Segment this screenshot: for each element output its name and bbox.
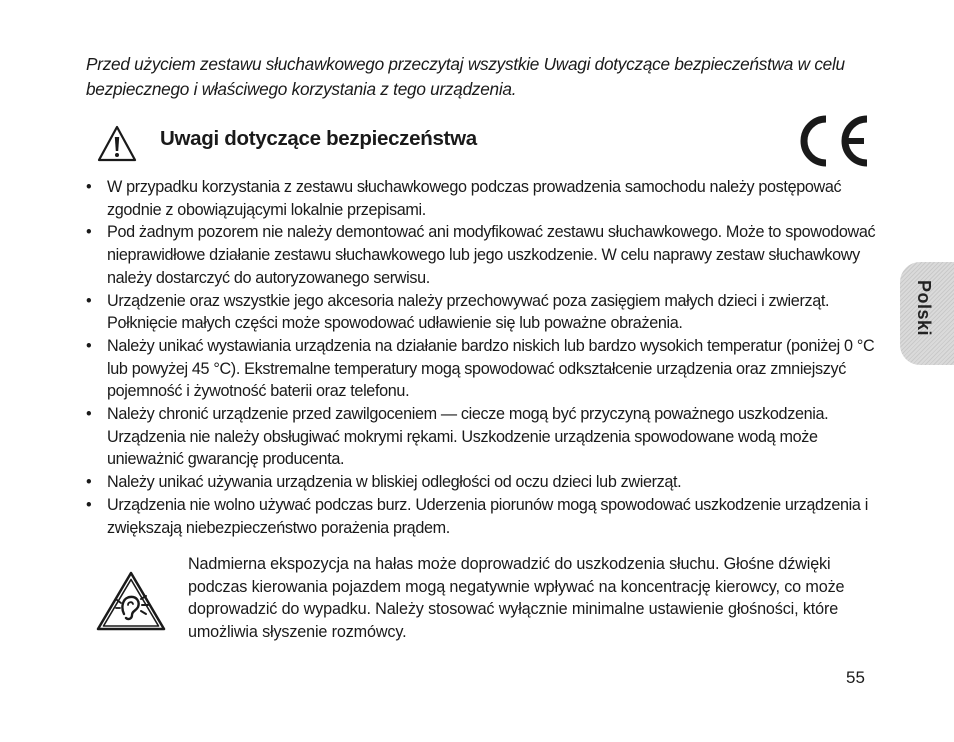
bullet-icon: • (86, 336, 92, 355)
list-item (86, 335, 876, 403)
list-item (86, 221, 876, 289)
hearing-warning-text: Nadmierna ekspozycja na hałas może doprowadzić do uszkodzenia słuchu. Głośne dźwięki podczas kierowania pojazdem mogą negatywnie wpływać na koncentrację kierowcy, co może doprowadzić do wypadku. Należy stosować wyłącznie minimalne ustawienie głośności, które umożliwia słyszenie rozmówcy. (188, 555, 845, 641)
bullet-icon: • (86, 178, 92, 196)
list-item-text: Należy chronić urządzenie przed zawilgoceniem — ciecze mogą być przyczyną poważnego uszkodzenia. Urządzenia nie należy obsługiwać mokrymi rękami. Uszkodzenie urządzenia spowodowane wodą może unieważnić gwarancję producenta. (107, 405, 829, 469)
safety-list (86, 176, 876, 539)
list-item (86, 176, 876, 221)
warning-triangle-icon (96, 124, 138, 164)
list-item (86, 471, 876, 494)
side-tab-label: Polski (914, 280, 934, 337)
language-side-tab (900, 262, 954, 365)
list-item-text: W przypadku korzystania z zestawu słuchawkowego podczas prowadzenia samochodu należy postępować zgodnie z obowiązującymi lokalnie przepisami. (107, 178, 842, 219)
list-item-text: Urządzenie oraz wszystkie jego akcesoria należy przechowywać poza zasięgiem małych dzieci i zwierząt. Połknięcie małych części może spowodować udławienie się lub poważne obrażenia. (107, 291, 830, 333)
bullet-icon: • (86, 495, 92, 514)
section-heading: Uwagi dotyczące bezpieczeństwa (160, 127, 477, 150)
list-item-text: Pod żadnym pozorem nie należy demontować ani modyfikować zestawu słuchawkowego. Może to spowodować nieprawidłowe działanie zestawu słuchawkowego lub jego uszkodzenie. W celu naprawy zestaw słuchawkowy należy dostarczyć do autoryzowanego serwisu. (107, 223, 876, 287)
bullet-icon: • (86, 473, 92, 492)
list-item (86, 494, 876, 539)
hearing-damage-warning-icon (95, 570, 167, 632)
list-item-text: Należy unikać używania urządzenia w bliskiej odległości od oczu dzieci lub zwierząt. (107, 473, 682, 492)
ce-mark-icon (793, 112, 871, 170)
bullet-icon: • (86, 405, 92, 424)
bullet-icon: • (86, 291, 92, 310)
intro-text: Przed użyciem zestawu słuchawkowego przeczytaj wszystkie Uwagi dotyczące bezpieczeństwa w celu bezpiecznego i właściwego korzystania z tego urządzenia. (86, 54, 845, 99)
list-item (86, 290, 876, 335)
list-item-text: Należy unikać wystawiania urządzenia na działanie bardzo niskich lub bardzo wysokich temperatur (poniżej 0 °C lub powyżej 45 °C). Ekstremalne temperatury mogą spowodować odkształcenie urządzenia oraz zmniejszyć pojemność i żywotność baterii oraz telefonu. (107, 336, 875, 401)
list-item-text: Urządzenia nie wolno używać podczas burz. Uderzenia piorunów mogą spowodować uszkodzenie urządzenia i zwiększają niebezpieczeństwo porażenia prądem. (107, 495, 868, 537)
page-number: 55 (846, 668, 865, 687)
list-item (86, 403, 876, 471)
bullet-icon: • (86, 223, 92, 242)
